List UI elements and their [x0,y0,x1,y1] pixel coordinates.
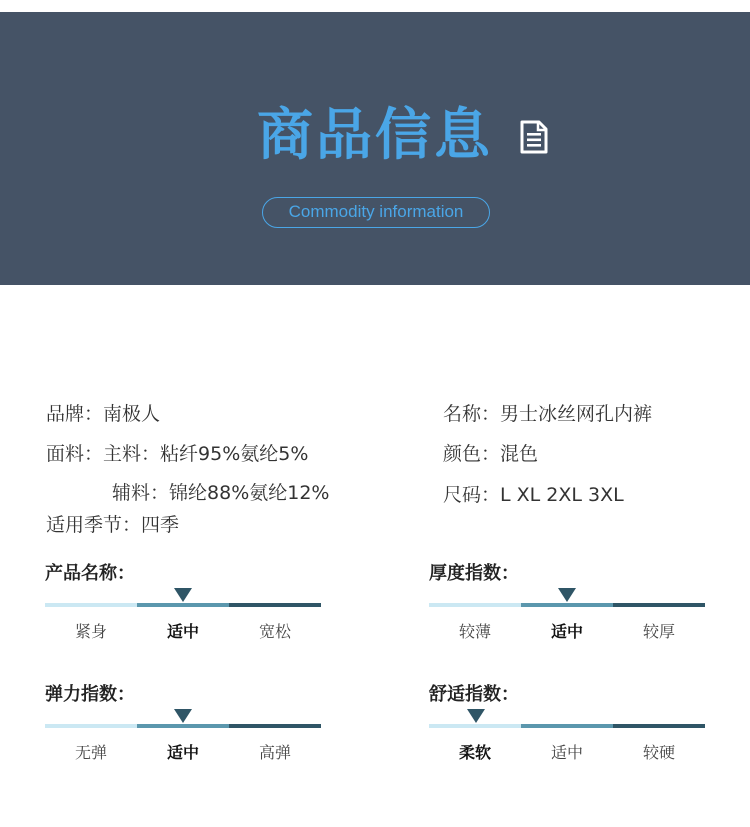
fabric-main-label: 面料：主料： [46,443,161,465]
rating-segment [521,724,613,728]
rating-segment [521,603,613,607]
fabric-aux-value: 锦纶88%氨纶12% [169,482,330,504]
rating-pointer [174,588,192,602]
rating-segment [137,603,229,607]
color-value: 混色 [500,443,539,465]
rating-option: 适中 [166,622,199,641]
size-label: 尺码： [443,484,501,506]
color-label: 颜色： [443,443,501,465]
rating-elasticity [45,683,321,763]
page-title: 商品信息 [257,103,493,168]
rating-bar [45,724,321,728]
rating-pointer [174,709,192,723]
rating-pointer [558,588,576,602]
rating-bar [45,603,321,607]
rating-labels [429,622,705,642]
rating-option: 较硬 [642,743,675,762]
rating-thickness [429,562,705,642]
header-banner [0,12,750,285]
fabric-aux-label: 辅料： [112,482,170,504]
rating-bar [429,724,705,728]
rating-segment [613,724,705,728]
rating-option: 较薄 [458,622,491,641]
rating-pointer [467,709,485,723]
rating-option: 紧身 [74,622,107,641]
rating-option: 无弹 [74,743,107,762]
rating-option: 适中 [550,743,583,762]
name-value: 男士冰丝网孔内裤 [500,403,653,425]
rating-option: 宽松 [258,622,291,641]
size-value: L XL 2XL 3XL [500,484,624,506]
rating-option: 适中 [166,743,199,762]
rating-title: 产品名称： [45,563,135,584]
info-fabric-main [46,442,308,466]
rating-segment [137,724,229,728]
brand-label: 品牌： [46,403,104,425]
info-color [443,442,538,466]
brand-value: 南极人 [103,403,161,425]
season-value: 四季 [141,514,180,536]
rating-segment [229,724,321,728]
rating-comfort [429,683,705,763]
rating-title: 弹力指数： [45,684,135,705]
rating-segment [613,603,705,607]
rating-labels [45,743,321,763]
rating-segment [429,724,521,728]
season-label: 适用季节： [46,514,142,536]
rating-segment [429,603,521,607]
rating-segment [229,603,321,607]
info-size [443,483,624,507]
rating-bar [429,603,705,607]
rating-option: 高弹 [258,743,291,762]
fabric-main-value: 粘纤95%氨纶5% [160,443,309,465]
rating-labels [45,622,321,642]
rating-segment [45,724,137,728]
rating-segment [45,603,137,607]
document-icon [519,120,549,154]
subtitle-badge: Commodity information [262,197,490,228]
rating-option: 较厚 [642,622,675,641]
rating-title: 厚度指数： [429,563,519,584]
rating-option: 适中 [550,622,583,641]
rating-title: 舒适指数： [429,684,519,705]
info-name [443,402,652,426]
rating-option: 柔软 [458,743,491,762]
rating-labels [429,743,705,763]
info-brand [46,402,160,426]
info-fabric-aux [112,481,329,505]
rating-fit [45,562,321,642]
name-label: 名称： [443,403,501,425]
info-season [46,513,179,537]
